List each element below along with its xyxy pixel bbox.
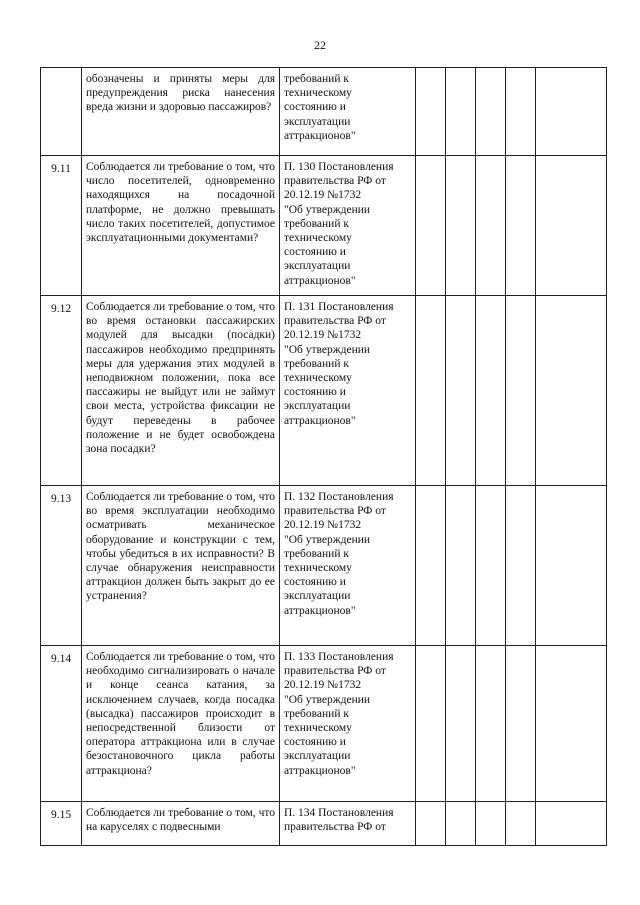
question-cell: Соблюдается ли требование о том, что число посетителей, одновременно находящихся на посадочной платформе, не должно превышать число таких посетителей, допустимое эксплуатационными документами? [82,156,280,296]
basis-line: техническому [284,232,352,245]
basis-line: "Об утверждении [284,343,371,356]
table-row [41,646,607,802]
answer-no-cell[interactable] [446,802,476,846]
basis-line: состоянию и [284,386,346,399]
table-row [41,802,607,846]
answer-extra-cell[interactable] [506,802,536,846]
basis-line: техническому [284,722,352,735]
row-number: 9.14 [41,646,82,802]
answer-no-cell[interactable] [446,296,476,486]
basis-line: состоянию и [284,576,346,589]
basis-line: эксплуатации [284,115,351,128]
basis-line: П. 131 Постановления [284,301,394,313]
table-row [41,68,607,156]
basis-line: П. 134 Постановления [284,807,394,819]
legal-basis-cell [280,68,416,156]
question-cell: обозначены и приняты меры для предупреждения риска нанесения вреда жизни и здоровью пассажиров? [82,68,280,156]
answer-yes-cell[interactable] [416,802,446,846]
question-cell: Соблюдается ли требование о том, что во время эксплуатации необходимо осматривать механическое оборудование и конструкции с тем, чтобы убедиться в их исправности? В случае обнаружения неисправности аттракцион должен быть закрыт до ее устранения? [82,486,280,646]
basis-line: техническому [284,562,352,575]
notes-cell[interactable] [536,68,607,156]
basis-line: правительства РФ от [284,821,386,834]
basis-line: техническому [284,87,352,100]
basis-line: правительства РФ от [284,665,386,678]
notes-cell[interactable] [536,296,607,486]
answer-no-cell[interactable] [446,646,476,802]
basis-line: требований к [284,357,349,370]
answer-yes-cell[interactable] [416,156,446,296]
answer-no-cell[interactable] [446,68,476,156]
question-cell: Соблюдается ли требование о том, что на каруселях с подвесными [82,802,280,846]
basis-line: 20.12.19 №1732 [284,329,362,342]
basis-line: 20.12.19 №1732 [284,679,362,692]
row-number [41,68,82,156]
row-number: 9.13 [41,486,82,646]
answer-extra-cell[interactable] [506,68,536,156]
basis-line: аттракционов" [284,414,356,427]
answer-yes-cell[interactable] [416,486,446,646]
basis-line: "Об утверждении [284,693,371,706]
basis-line: П. 132 Постановления [284,491,394,503]
basis-line: требований к [284,73,349,85]
answer-na-cell[interactable] [476,646,506,802]
answer-extra-cell[interactable] [506,156,536,296]
notes-cell[interactable] [536,486,607,646]
legal-basis-cell [280,802,416,846]
answer-extra-cell[interactable] [506,296,536,486]
notes-cell[interactable] [536,802,607,846]
basis-line: требований к [284,707,349,720]
notes-cell[interactable] [536,156,607,296]
answer-na-cell[interactable] [476,296,506,486]
answer-na-cell[interactable] [476,486,506,646]
basis-line: эксплуатации [284,260,351,273]
table-row [41,296,607,486]
basis-line: аттракционов" [284,604,356,617]
answer-na-cell[interactable] [476,68,506,156]
checklist-table [40,67,607,846]
question-cell: Соблюдается ли требование о том, что во время остановки пассажирских модулей для высадки (посадки) пассажиров необходимо предпринять меры для удержания этих модулей в неподвижном положении, пока все пассажиры не выйдут или не займут свои места, устройства фиксации не будут переведены в рабочее положение и не будет освобождена зона посадки? [82,296,280,486]
basis-line: состоянию и [284,246,346,259]
basis-line: аттракционов" [284,274,356,287]
basis-line: правительства РФ от [284,505,386,518]
basis-line: 20.12.19 №1732 [284,519,362,532]
basis-line: состоянию и [284,736,346,749]
row-number: 9.15 [41,802,82,846]
notes-cell[interactable] [536,646,607,802]
answer-yes-cell[interactable] [416,646,446,802]
basis-line: эксплуатации [284,400,351,413]
answer-extra-cell[interactable] [506,486,536,646]
basis-line: "Об утверждении [284,203,371,216]
basis-line: аттракционов" [284,764,356,777]
basis-line: П. 130 Постановления [284,161,394,173]
basis-line: "Об утверждении [284,533,371,546]
basis-line: состоянию и [284,101,346,114]
basis-line: правительства РФ от [284,175,386,188]
row-number: 9.12 [41,296,82,486]
basis-line: П. 133 Постановления [284,651,394,663]
answer-no-cell[interactable] [446,486,476,646]
row-number: 9.11 [41,156,82,296]
page-number: 22 [314,38,326,52]
legal-basis-cell [280,486,416,646]
basis-line: требований к [284,547,349,560]
answer-yes-cell[interactable] [416,296,446,486]
basis-line: 20.12.19 №1732 [284,189,362,202]
answer-extra-cell[interactable] [506,646,536,802]
basis-line: эксплуатации [284,590,351,603]
table-row [41,156,607,296]
answer-na-cell[interactable] [476,802,506,846]
answer-yes-cell[interactable] [416,68,446,156]
table-row [41,486,607,646]
answer-na-cell[interactable] [476,156,506,296]
basis-line: требований к [284,217,349,230]
question-cell: Соблюдается ли требование о том, что необходимо сигнализировать о начале и конце сеанса катания, за исключением случаев, когда посадка (высадка) пассажиров происходит в непосредственной близости от оператора аттракциона или в случае безостановочного цикла работы аттракциона? [82,646,280,802]
legal-basis-cell [280,156,416,296]
basis-line: правительства РФ от [284,315,386,328]
basis-line: аттракционов" [284,129,356,142]
answer-no-cell[interactable] [446,156,476,296]
legal-basis-cell [280,296,416,486]
basis-line: эксплуатации [284,750,351,763]
legal-basis-cell [280,646,416,802]
basis-line: техническому [284,372,352,385]
